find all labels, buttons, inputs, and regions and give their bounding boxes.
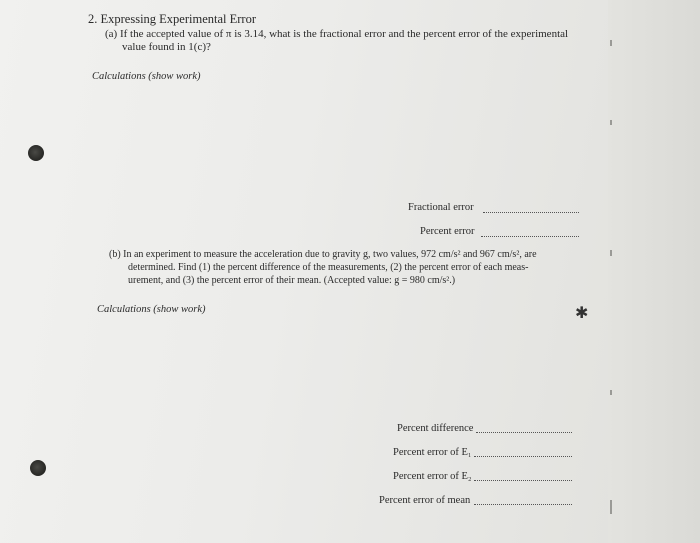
part-b-text-line2: determined. Find (1) the percent difference of the measurements, (2) the percent error of each meas- [128, 262, 529, 273]
margin-mark [610, 40, 612, 46]
percent-error-g1-answer-line[interactable] [474, 456, 572, 457]
margin-mark [610, 390, 612, 395]
percent-error-g2-label: Percent error of E₂ [393, 471, 472, 482]
percent-error-mean-answer-line[interactable] [474, 504, 572, 505]
fractional-error-answer-line[interactable] [483, 212, 579, 213]
percent-error-mean-label: Percent error of mean [379, 495, 471, 506]
margin-mark [610, 500, 612, 514]
percent-error-g1-label: Percent error of E₁ [393, 447, 472, 458]
punch-hole-top [28, 145, 44, 161]
part-b-text-line1: (b) In an experiment to measure the acceleration due to gravity g, two values, 972 cm/s² and 967 cm/s², are [109, 249, 537, 260]
punch-hole-bottom [30, 460, 46, 476]
part-a-text-line1: (a) If the accepted value of π is 3.14, what is the fractional error and the percent error of the experimental [105, 28, 569, 40]
percent-difference-label: Percent difference [397, 423, 474, 434]
percent-difference-answer-line[interactable] [476, 432, 572, 433]
part-b-text-line3: urement, and (3) the percent error of their mean. (Accepted value: g = 980 cm/s².) [128, 275, 456, 286]
fractional-error-label: Fractional error [408, 202, 474, 213]
percent-error-g2-answer-line[interactable] [474, 480, 572, 481]
percent-error-label-a: Percent error [420, 226, 475, 237]
margin-mark [610, 120, 612, 125]
calculations-label-b: Calculations (show work) [97, 304, 206, 315]
pencil-mark-icon: ✱ [575, 305, 589, 322]
percent-error-answer-line[interactable] [481, 236, 579, 237]
page-edge [608, 0, 700, 543]
question-title: 2. Expressing Experimental Error [88, 12, 257, 26]
part-a-text-line2: value found in 1(c)? [122, 41, 211, 53]
calculations-label-a: Calculations (show work) [92, 71, 201, 82]
margin-mark [610, 250, 612, 256]
